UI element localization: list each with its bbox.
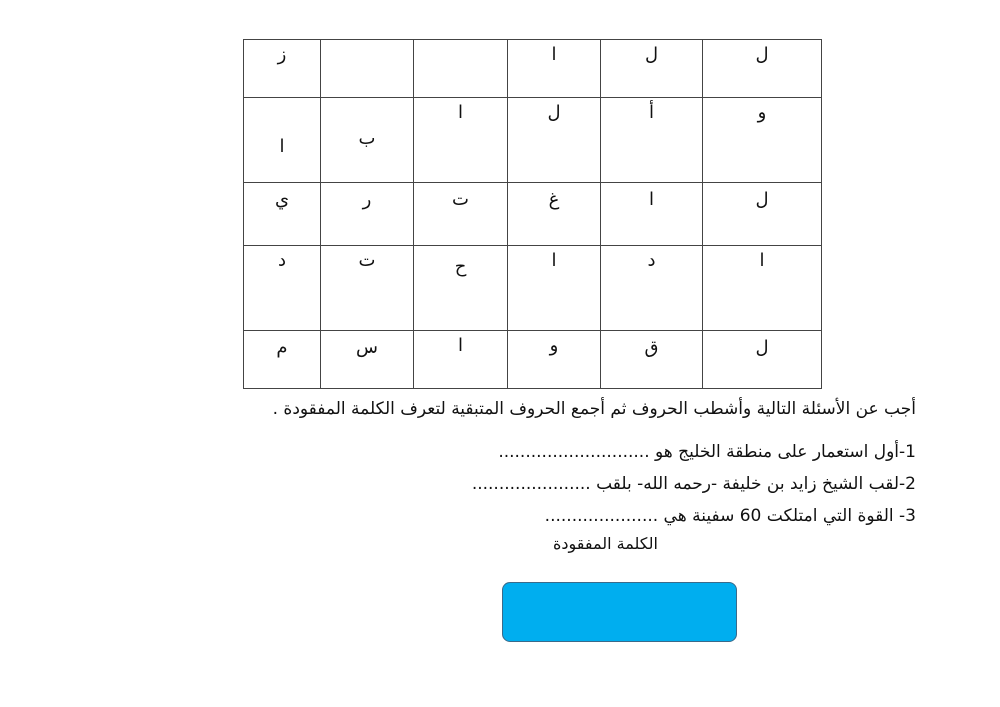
grid-cell xyxy=(508,183,601,246)
grid-letter: س xyxy=(356,337,378,358)
grid-cell xyxy=(601,98,703,183)
grid-row xyxy=(244,331,822,389)
grid-letter: ل xyxy=(644,44,659,65)
grid-row xyxy=(244,183,822,246)
grid-cell xyxy=(601,331,703,389)
grid-cell xyxy=(244,183,321,246)
grid-cell xyxy=(244,98,321,183)
missing-word-label: الكلمة المفقودة xyxy=(553,534,658,553)
grid-letter: ا xyxy=(551,44,557,65)
grid-letter: ي xyxy=(274,189,290,210)
grid-letter: د xyxy=(647,250,656,271)
instructions-text: أجب عن الأسئلة التالية وأشطب الحروف ثم أجمع الحروف المتبقية لتعرف الكلمة المفقودة . xyxy=(272,399,916,419)
grid-row xyxy=(244,246,822,331)
question-1: 1-أول استعمار على منطقة الخليج هو ............................ xyxy=(498,442,916,462)
grid-letter: م xyxy=(276,337,288,358)
grid-cell xyxy=(244,40,321,98)
grid-cell xyxy=(321,40,414,98)
grid-letter: ح xyxy=(454,256,467,277)
grid-cell xyxy=(244,246,321,331)
grid-cell xyxy=(703,40,822,98)
grid-letter: غ xyxy=(548,189,560,210)
grid-cell xyxy=(508,98,601,183)
grid-letter: ا xyxy=(279,136,285,157)
grid-letter: د xyxy=(277,250,286,271)
grid-cell xyxy=(601,40,703,98)
grid-letter: ت xyxy=(358,250,376,271)
grid-letter: ق xyxy=(644,337,659,358)
grid-cell xyxy=(601,183,703,246)
grid-cell xyxy=(508,40,601,98)
grid-cell xyxy=(321,331,414,389)
grid-letter: ا xyxy=(551,250,557,271)
grid-cell xyxy=(244,331,321,389)
grid-cell xyxy=(703,331,822,389)
grid-letter: ا xyxy=(759,250,765,271)
grid-letter: و xyxy=(549,335,559,356)
question-2: 2-لقب الشيخ زايد بن خليفة -رحمه الله- بلقب ...................... xyxy=(471,474,916,494)
grid-cell xyxy=(321,98,414,183)
grid-letter: ر xyxy=(362,189,372,210)
grid-letter: أ xyxy=(648,102,654,123)
grid-cell xyxy=(414,246,508,331)
grid-cell xyxy=(703,183,822,246)
grid-cell xyxy=(508,331,601,389)
grid-row xyxy=(244,98,822,183)
missing-word-answer-box[interactable] xyxy=(502,582,737,642)
grid-letter: ز xyxy=(277,44,287,65)
grid-letter: و xyxy=(757,102,767,123)
grid-row xyxy=(244,40,822,98)
grid-cell xyxy=(703,246,822,331)
grid-letter: ب xyxy=(358,128,376,149)
grid-letter: ا xyxy=(457,102,463,123)
grid-cell xyxy=(321,183,414,246)
grid-letter: ل xyxy=(755,44,769,65)
grid-letter: ا xyxy=(457,335,463,356)
grid-cell xyxy=(414,331,508,389)
grid-cell xyxy=(508,246,601,331)
grid-letter: ل xyxy=(547,102,561,123)
grid-cell xyxy=(414,98,508,183)
grid-cell xyxy=(703,98,822,183)
letter-grid xyxy=(243,39,822,389)
grid-letter: ا xyxy=(648,189,654,210)
grid-cell xyxy=(414,183,508,246)
grid-cell xyxy=(321,246,414,331)
question-3: 3- القوة التي امتلكت 60 سفينة هي ..................... xyxy=(544,506,916,526)
grid-letter: ت xyxy=(452,189,469,210)
grid-cell xyxy=(414,40,508,98)
grid-cell xyxy=(601,246,703,331)
grid-letter: ل xyxy=(755,337,769,358)
grid-letter: ل xyxy=(755,189,769,210)
